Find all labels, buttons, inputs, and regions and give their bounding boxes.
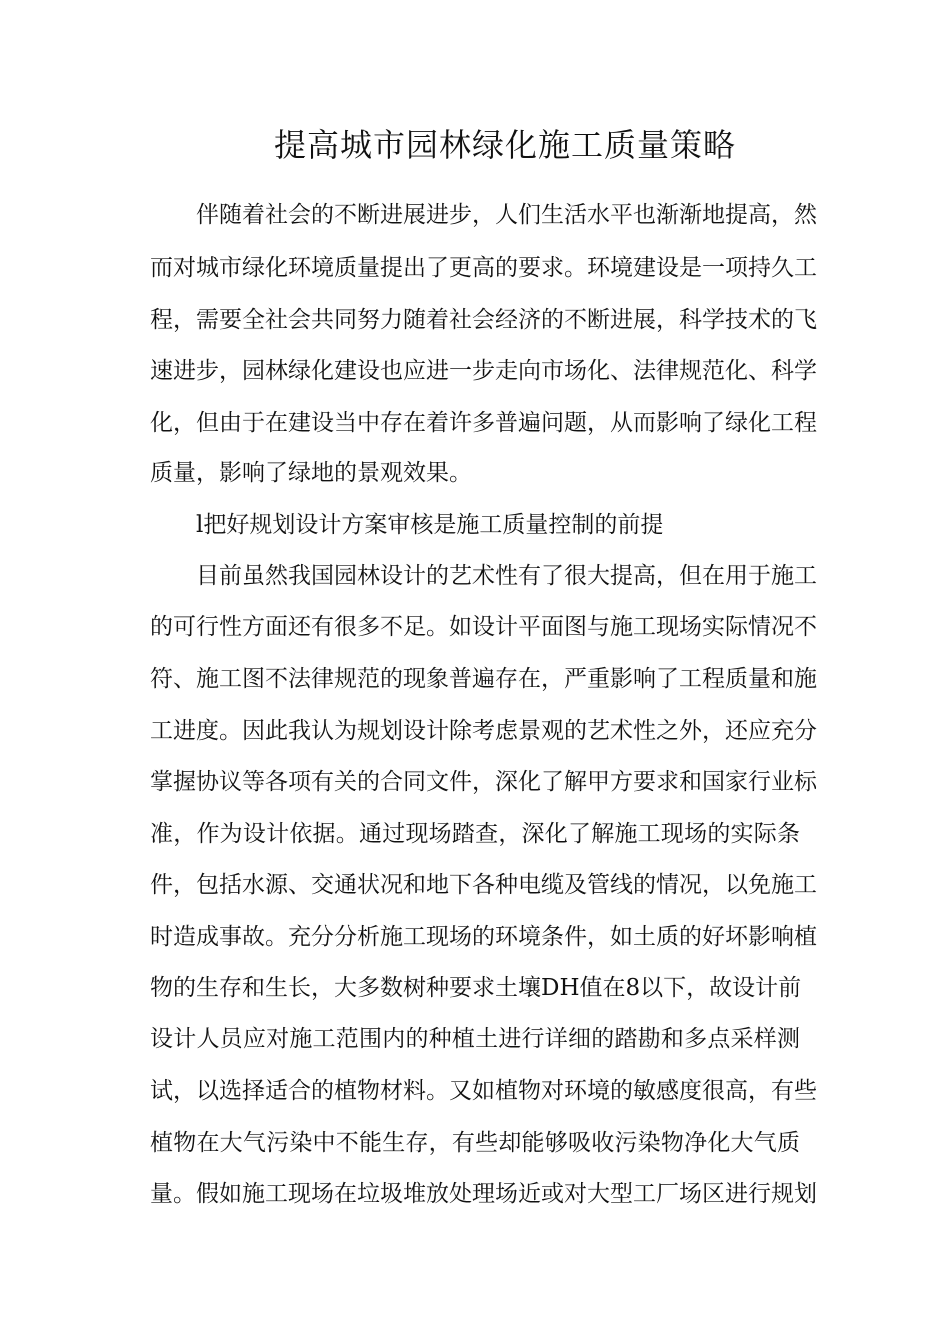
paragraph-line: 试，以选择适合的植物材料。又如植物对环境的敏感度很高，有些 <box>150 1078 817 1104</box>
paragraph-line: 伴随着社会的不断进展进步，人们生活水平也渐渐地提高，然 <box>196 202 817 228</box>
paragraph-line: 件，包括水源、交通状况和地下各种电缆及管线的情况，以免施工 <box>150 872 817 898</box>
paragraph-line: 设计人员应对施工范围内的种植土进行详细的踏勘和多点采样测 <box>150 1026 800 1052</box>
paragraph-line: 准，作为设计依据。通过现场踏查，深化了解施工现场的实际条 <box>150 821 800 847</box>
paragraph-line: 质量，影响了绿地的景观效果。 <box>150 460 472 486</box>
paragraph-line: 速进步，园林绿化建设也应进一步走向市场化、法律规范化、科学 <box>150 358 817 384</box>
paragraph-line: 目前虽然我国园林设计的艺术性有了很大提高，但在用于施工 <box>196 563 817 589</box>
paragraph-line: 的可行性方面还有很多不足。如设计平面图与施工现场实际情况不 <box>150 614 817 640</box>
paragraph-line: 化，但由于在建设当中存在着许多普遍问题，从而影响了绿化工程 <box>150 410 817 436</box>
paragraph-line: 工进度。因此我认为规划设计除考虑景观的艺术性之外，还应充分 <box>150 718 817 744</box>
paragraph-line: 掌握协议等各项有关的合同文件，深化了解甲方要求和国家行业标 <box>150 769 817 795</box>
paragraph-line: 植物在大气污染中不能生存，有些却能够吸收污染物净化大气质 <box>150 1130 800 1156</box>
paragraph-line: 物的生存和生长，大多数树种要求土壤DH值在8以下，故设计前 <box>150 975 802 1001</box>
paragraph-line: 符、施工图不法律规范的现象普遍存在，严重影响了工程质量和施 <box>150 666 817 692</box>
document-title: 提高城市园林绿化施工质量策略 <box>273 126 736 164</box>
section-heading: l把好规划设计方案审核是施工质量控制的前提 <box>196 512 664 538</box>
paragraph-line: 程，需要全社会共同努力随着社会经济的不断进展，科学技术的飞 <box>150 307 817 333</box>
paragraph-line: 量。假如施工现场在垃圾堆放处理场近或对大型工厂场区进行规划 <box>150 1181 817 1207</box>
paragraph-line: 时造成事故。充分分析施工现场的环境条件，如土质的好坏影响植 <box>150 924 817 950</box>
paragraph-line: 而对城市绿化环境质量提出了更高的要求。环境建设是一项持久工 <box>150 255 817 281</box>
